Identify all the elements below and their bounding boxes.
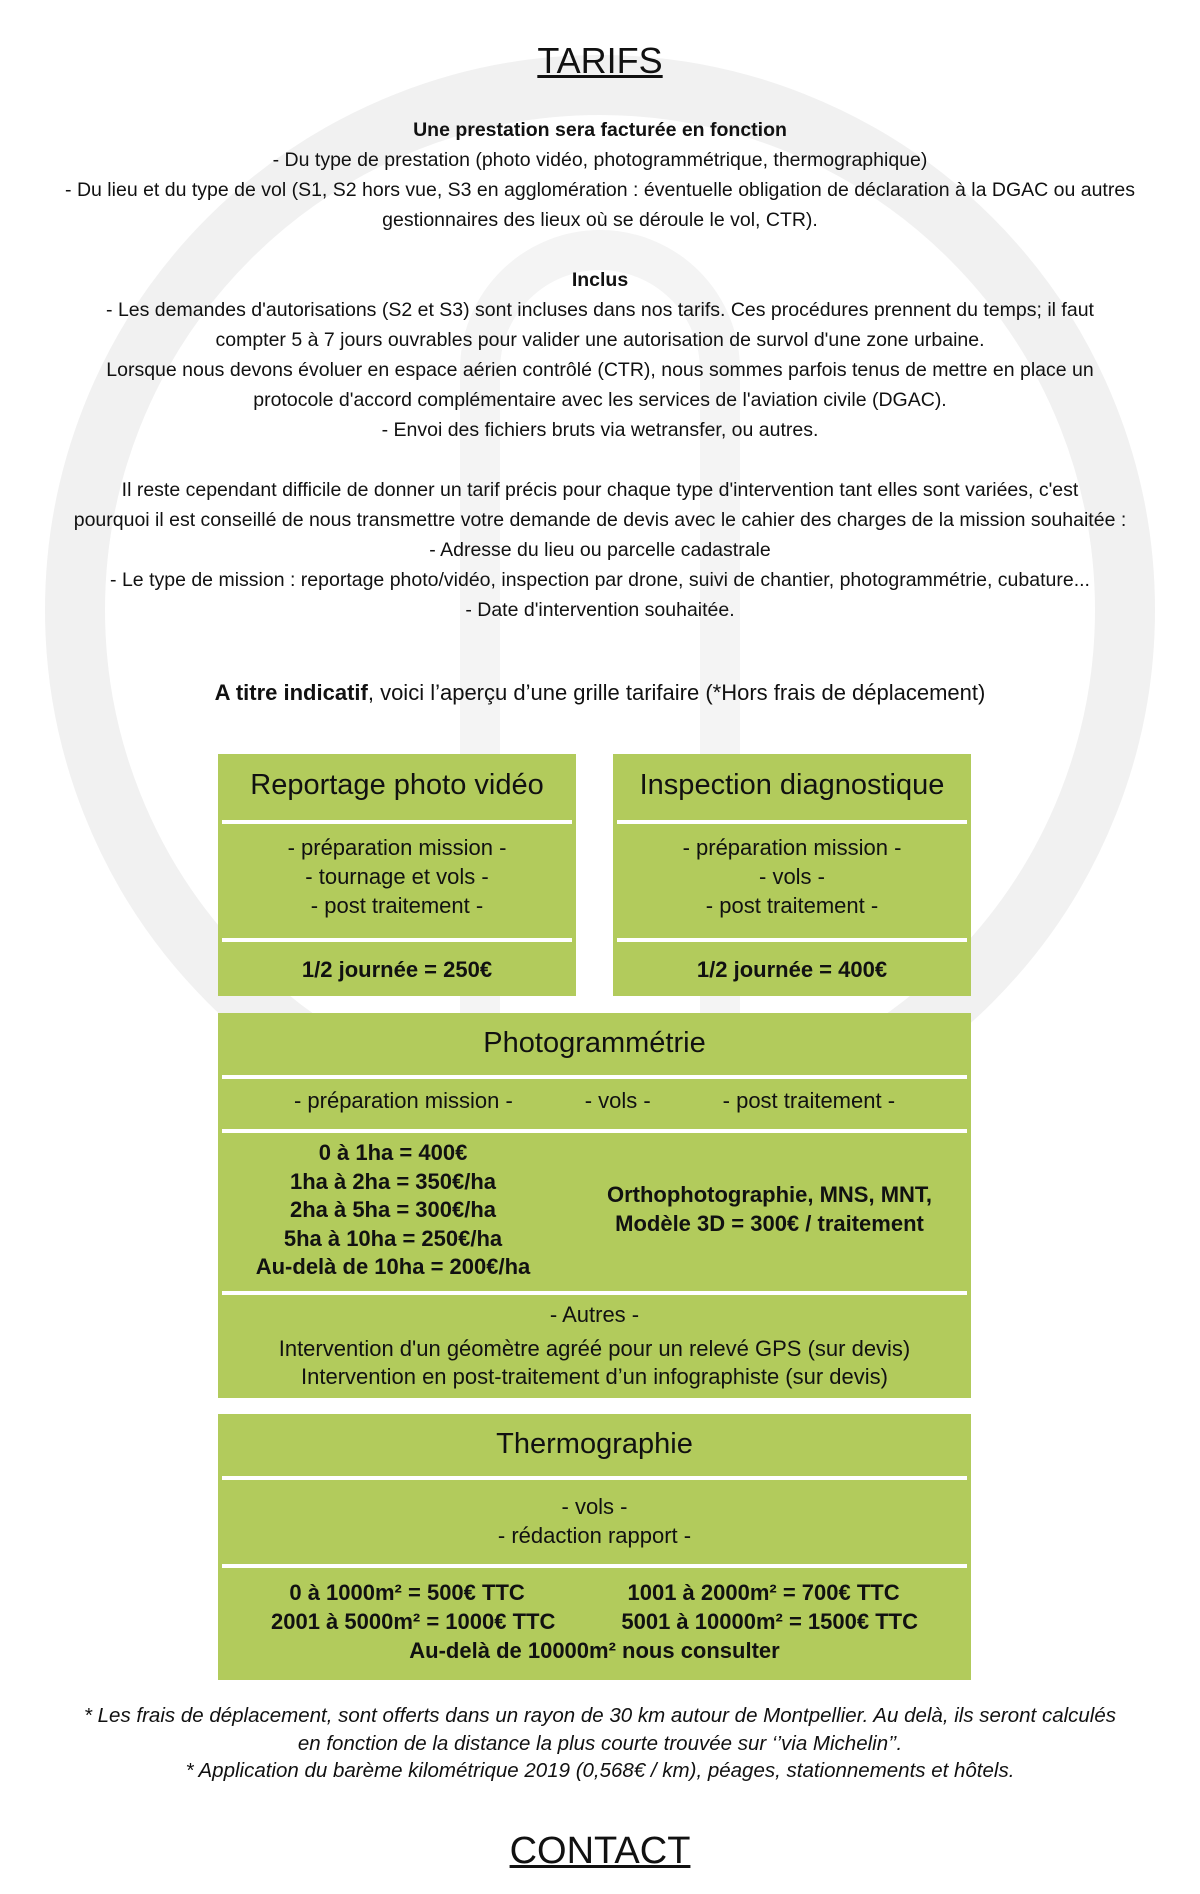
intro-line: - Du lieu et du type de vol (S1, S2 hors vue, S3 en agglomération : éventuelle obligation de déclaration à la DGAC ou autres: [65, 179, 1135, 201]
price-item: Au-delà de 10ha = 200€/ha: [255, 1254, 531, 1279]
price-item: 1001 à 2000m² = 700€ TTC: [627, 1580, 900, 1605]
contact-heading: CONTACT: [509, 1830, 691, 1872]
card-price: 1/2 journée = 400€: [696, 957, 888, 982]
price-item: 5001 à 10000m² = 1500€ TTC: [621, 1609, 918, 1634]
autres-item: Intervention d'un géomètre agréé pour un relevé GPS (sur devis): [278, 1336, 911, 1361]
devis-line: pourquoi il est conseillé de nous transmettre votre demande de devis avec le cahier des charges de la mission souhaitée :: [73, 509, 1127, 531]
card-item: - préparation mission -: [287, 835, 507, 860]
footnote-line: en fonction de la distance la plus courte trouvée sur ‘’via Michelin’’.: [297, 1731, 903, 1755]
page-title: TARIFS: [537, 40, 663, 81]
extra-line: Modèle 3D = 300€ / traitement: [615, 1210, 924, 1236]
card-item: - vols -: [584, 1088, 651, 1113]
price-item: 0 à 1ha = 400€: [318, 1140, 468, 1165]
price-item: 0 à 1000m² = 500€ TTC: [289, 1580, 525, 1605]
footnote-line: * Application du barème kilométrique 2019 (0,568€ / km), péages, stationnements et hôtels.: [185, 1759, 1015, 1782]
devis-line: - Adresse du lieu ou parcelle cadastrale: [429, 539, 771, 561]
footnotes: [0, 1702, 1200, 1785]
card-title: Inspection diagnostique: [639, 769, 945, 801]
indicatif-line: [0, 678, 1200, 708]
thermographie-card: [218, 1414, 971, 1680]
card-item: - post traitement -: [705, 893, 879, 918]
inclus-line: - Envoi des fichiers bruts via wetransfer, ou autres.: [381, 419, 819, 441]
inspection-card: [613, 754, 971, 996]
card-item: - vols -: [759, 864, 825, 889]
reportage-card: [218, 754, 576, 996]
extra-line: Orthophotographie, MNS, MNT,: [606, 1182, 933, 1207]
inclus-line: Lorsque nous devons évoluer en espace aérien contrôlé (CTR), nous sommes parfois tenus de mettre en place un: [106, 359, 1094, 381]
autres-item: Intervention en post-traitement d’un infographiste (sur devis): [301, 1364, 888, 1389]
devis-line: - Le type de mission : reportage photo/vidéo, inspection par drone, suivi de chantier, photogrammétrie, cubature...: [110, 569, 1090, 591]
card-item: - vols -: [561, 1494, 628, 1519]
footnote-line: * Les frais de déplacement, sont offerts dans un rayon de 30 km autour de Montpellier. Au delà, ils seront calculés: [83, 1704, 1117, 1727]
price-item: 2001 à 5000m² = 1000€ TTC: [271, 1609, 556, 1634]
card-title: Thermographie: [496, 1428, 693, 1460]
price-list: [218, 1139, 568, 1291]
card-title: Reportage photo vidéo: [250, 769, 544, 801]
card-item: - post traitement -: [310, 893, 484, 918]
devis-line: Il reste cependant difficile de donner un tarif précis pour chaque type d'intervention tant elles sont variées, c'est: [121, 479, 1079, 501]
card-title: Photogrammétrie: [483, 1027, 706, 1059]
card-item: - préparation mission -: [682, 835, 902, 860]
card-item: - rédaction rapport -: [497, 1523, 692, 1548]
inclus-heading: Inclus: [571, 269, 629, 291]
card-item: - préparation mission -: [293, 1088, 513, 1113]
price-item: Au-delà de 10000m² nous consulter: [409, 1638, 780, 1663]
photogrammetrie-card: [218, 1013, 971, 1398]
price-item: 2ha à 5ha = 300€/ha: [289, 1197, 497, 1222]
indicatif-rest: , voici l’aperçu d’une grille tarifaire (*Hors frais de déplacement): [367, 680, 986, 705]
inclus-line: - Les demandes d'autorisations (S2 et S3) sont incluses dans nos tarifs. Ces procédures prennent du temps; il faut: [106, 299, 1094, 321]
price-item: 1ha à 2ha = 350€/ha: [289, 1168, 497, 1194]
card-item: - post traitement -: [722, 1088, 896, 1113]
price-item: 5ha à 10ha = 250€/ha: [283, 1225, 503, 1251]
intro-line: gestionnaires des lieux où se déroule le vol, CTR).: [382, 209, 818, 231]
intro-line: - Du type de prestation (photo vidéo, photogrammétrique, thermographique): [272, 149, 928, 171]
inclus-line: protocole d'accord complémentaire avec les services de l'aviation civile (DGAC).: [253, 389, 947, 411]
intro-heading: Une prestation sera facturée en fonction: [413, 119, 787, 141]
indicatif-bold: A titre indicatif: [214, 680, 368, 705]
inclus-line: compter 5 à 7 jours ouvrables pour valider une autorisation de survol d'une zone urbaine.: [215, 329, 985, 351]
extra-price: [568, 1139, 971, 1291]
devis-line: - Date d'intervention souhaitée.: [465, 599, 735, 621]
intro-section: [0, 115, 1200, 625]
card-price: 1/2 journée = 250€: [301, 957, 493, 982]
autres-title: - Autres -: [549, 1302, 640, 1327]
card-item: - tournage et vols -: [305, 864, 489, 889]
